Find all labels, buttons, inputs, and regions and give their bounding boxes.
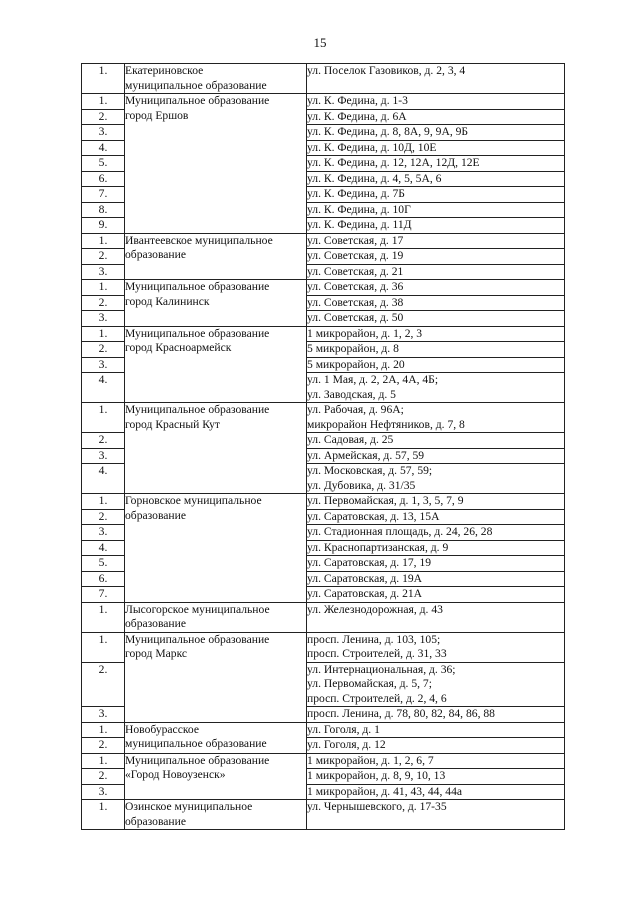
address-line: ул. Чернышевского, д. 17-35 xyxy=(307,800,447,813)
row-number: 1. xyxy=(82,326,125,342)
row-number: 3. xyxy=(82,357,125,373)
municipality-name-line: образование xyxy=(125,814,186,828)
address-line: ул. Заводская, д. 5 xyxy=(307,387,396,401)
address-line: ул. К. Федина, д. 6А xyxy=(307,109,407,123)
municipality-name-line: город Калининск xyxy=(125,294,210,308)
municipality-name-line: Муниципальное образование xyxy=(125,632,270,646)
address-line: ул. Советская, д. 36 xyxy=(307,280,404,293)
address-line: ул. Саратовская, д. 13, 15А xyxy=(307,509,440,523)
address-cell xyxy=(307,448,565,464)
address-line: ул. Саратовская, д. 17, 19 xyxy=(307,556,432,569)
row-number: 4. xyxy=(82,540,125,556)
row-number: 8. xyxy=(82,202,125,218)
municipality-cell xyxy=(125,64,307,94)
table-row xyxy=(82,403,565,433)
row-number: 2. xyxy=(82,109,125,125)
row-number: 2. xyxy=(82,342,125,358)
row-number: 9. xyxy=(82,218,125,234)
address-line: микрорайон Нефтяников, д. 7, 8 xyxy=(307,417,465,431)
municipality-name-line: муниципальное образование xyxy=(125,737,267,750)
table-row xyxy=(82,280,565,296)
row-number: 5. xyxy=(82,156,125,172)
address-cell xyxy=(307,602,565,632)
address-cell xyxy=(307,295,565,311)
row-number: 2. xyxy=(82,295,125,311)
municipality-cell xyxy=(125,94,307,234)
municipality-cell xyxy=(125,326,307,403)
address-line: ул. Краснопартизанская, д. 9 xyxy=(307,540,449,554)
address-line: ул. Первомайская, д. 5, 7; xyxy=(307,677,432,690)
address-cell xyxy=(307,326,565,342)
address-line: ул. Армейская, д. 57, 59 xyxy=(307,448,425,462)
municipality-name-line: город Ершов xyxy=(125,108,189,122)
address-cell xyxy=(307,571,565,587)
address-cell xyxy=(307,800,565,830)
address-cell xyxy=(307,433,565,449)
address-cell xyxy=(307,784,565,800)
row-number: 2. xyxy=(82,509,125,525)
address-line: ул. Советская, д. 19 xyxy=(307,249,404,262)
row-number: 3. xyxy=(82,448,125,464)
municipality-cell xyxy=(125,753,307,800)
address-cell xyxy=(307,753,565,769)
municipality-name-line: Муниципальное образование xyxy=(125,753,270,767)
row-number: 3. xyxy=(82,525,125,541)
address-cell xyxy=(307,202,565,218)
address-cell xyxy=(307,280,565,296)
municipality-name-line: Озинское муниципальное xyxy=(125,800,253,813)
row-number: 7. xyxy=(82,587,125,603)
municipality-cell xyxy=(125,632,307,722)
municipality-cell xyxy=(125,403,307,494)
address-line: ул. Поселок Газовиков, д. 2, 3, 4 xyxy=(307,64,466,77)
address-line: 1 микрорайон, д. 1, 2, 6, 7 xyxy=(307,753,434,767)
municipality-name-line: Ивантеевское муниципальное xyxy=(125,233,273,247)
addresses-table xyxy=(81,63,565,830)
address-cell xyxy=(307,218,565,234)
address-cell xyxy=(307,403,565,433)
address-line: просп. Строителей, д. 2, 4, 6 xyxy=(307,691,447,705)
table-row xyxy=(82,800,565,830)
address-line: ул. Советская, д. 21 xyxy=(307,264,404,278)
municipality-name-line: Лысогорское муниципальное xyxy=(125,602,270,616)
municipality-name-line: муниципальное образование xyxy=(125,78,267,92)
table-row xyxy=(82,632,565,662)
address-cell xyxy=(307,187,565,203)
row-number: 2. xyxy=(82,249,125,265)
municipality-cell xyxy=(125,280,307,327)
address-cell xyxy=(307,509,565,525)
address-cell xyxy=(307,109,565,125)
row-number: 6. xyxy=(82,171,125,187)
address-line: 1 микрорайон, д. 41, 43, 44, 44а xyxy=(307,784,463,798)
municipality-name-line: образование xyxy=(125,508,186,522)
municipality-name-line: город Красноармейск xyxy=(125,341,232,354)
table-row xyxy=(82,722,565,738)
table-row xyxy=(82,494,565,510)
row-number: 2. xyxy=(82,769,125,785)
row-number: 1. xyxy=(82,494,125,510)
row-number: 1. xyxy=(82,632,125,662)
address-line: ул. Садовая, д. 25 xyxy=(307,433,394,446)
address-cell xyxy=(307,233,565,249)
row-number: 1. xyxy=(82,602,125,632)
municipality-cell xyxy=(125,722,307,753)
row-number: 2. xyxy=(82,662,125,707)
row-number: 3. xyxy=(82,264,125,280)
address-cell xyxy=(307,587,565,603)
address-line: 5 микрорайон, д. 20 xyxy=(307,357,405,371)
address-cell xyxy=(307,540,565,556)
municipality-cell xyxy=(125,233,307,280)
address-cell xyxy=(307,707,565,723)
address-cell xyxy=(307,357,565,373)
municipality-cell xyxy=(125,494,307,603)
address-cell xyxy=(307,373,565,403)
row-number: 1. xyxy=(82,403,125,433)
table-row xyxy=(82,233,565,249)
address-line: ул. Интернациональная, д. 36; xyxy=(307,662,456,676)
table-row xyxy=(82,753,565,769)
address-line: ул. Дубовика, д. 31/35 xyxy=(307,478,416,492)
municipality-name-line: Горновское муниципальное xyxy=(125,494,262,507)
address-line: ул. К. Федина, д. 1-3 xyxy=(307,94,408,107)
row-number: 4. xyxy=(82,464,125,494)
address-cell xyxy=(307,556,565,572)
address-line: ул. Стадионная площадь, д. 24, 26, 28 xyxy=(307,525,493,538)
row-number: 1. xyxy=(82,64,125,94)
address-cell xyxy=(307,140,565,156)
row-number: 3. xyxy=(82,311,125,327)
table-row xyxy=(82,94,565,110)
municipality-name-line: Новобурасское xyxy=(125,722,199,736)
address-cell xyxy=(307,156,565,172)
address-line: ул. К. Федина, д. 8, 8А, 9, 9А, 9Б xyxy=(307,125,469,138)
address-line: 1 микрорайон, д. 8, 9, 10, 13 xyxy=(307,769,446,782)
address-cell xyxy=(307,632,565,662)
address-line: ул. К. Федина, д. 4, 5, 5А, 6 xyxy=(307,171,442,185)
municipality-name-line: город Красный Кут xyxy=(125,417,220,431)
municipality-name-line: «Город Новоузенск» xyxy=(125,768,226,781)
address-line: ул. К. Федина, д. 7Б xyxy=(307,187,405,200)
address-line: ул. Советская, д. 17 xyxy=(307,233,404,247)
address-line: ул. Первомайская, д. 1, 3, 5, 7, 9 xyxy=(307,494,464,507)
page-number: 15 xyxy=(313,35,327,50)
address-cell xyxy=(307,342,565,358)
address-line: ул. 1 Мая, д. 2, 2А, 4А, 4Б; xyxy=(307,373,439,386)
row-number: 1. xyxy=(82,800,125,830)
address-cell xyxy=(307,738,565,754)
address-cell xyxy=(307,662,565,707)
address-line: ул. Гоголя, д. 1 xyxy=(307,722,380,736)
row-number: 2. xyxy=(82,738,125,754)
address-cell xyxy=(307,525,565,541)
table-row xyxy=(82,602,565,632)
row-number: 5. xyxy=(82,556,125,572)
row-number: 1. xyxy=(82,722,125,738)
municipality-cell xyxy=(125,602,307,632)
row-number: 1. xyxy=(82,753,125,769)
address-cell xyxy=(307,464,565,494)
municipality-name-line: Муниципальное образование xyxy=(125,326,270,340)
row-number: 3. xyxy=(82,784,125,800)
address-cell xyxy=(307,264,565,280)
municipality-name-line: город Маркс xyxy=(125,647,188,660)
municipality-name-line: Екатериновское xyxy=(125,64,204,77)
address-line: просп. Ленина, д. 78, 80, 82, 84, 86, 88 xyxy=(307,707,495,720)
address-line: ул. Рабочая, д. 96А; xyxy=(307,403,404,416)
address-line: ул. Гоголя, д. 12 xyxy=(307,738,386,751)
address-line: ул. К. Федина, д. 10Д, 10Е xyxy=(307,140,437,154)
address-cell xyxy=(307,171,565,187)
address-line: ул. Советская, д. 38 xyxy=(307,295,404,309)
address-cell xyxy=(307,494,565,510)
address-line: ул. К. Федина, д. 10Г xyxy=(307,202,411,216)
address-line: ул. Советская, д. 50 xyxy=(307,311,404,324)
municipality-name-line: Муниципальное образование xyxy=(125,94,270,107)
municipality-name-line: образование xyxy=(125,617,186,630)
table-body xyxy=(82,64,565,830)
row-number: 3. xyxy=(82,125,125,141)
address-cell xyxy=(307,249,565,265)
table-row xyxy=(82,326,565,342)
municipality-name-line: Муниципальное образование xyxy=(125,280,270,293)
address-cell xyxy=(307,94,565,110)
row-number: 1. xyxy=(82,280,125,296)
address-cell xyxy=(307,722,565,738)
address-line: ул. Саратовская, д. 21А xyxy=(307,587,423,600)
row-number: 2. xyxy=(82,433,125,449)
address-cell xyxy=(307,125,565,141)
row-number: 3. xyxy=(82,707,125,723)
row-number: 4. xyxy=(82,140,125,156)
row-number: 1. xyxy=(82,94,125,110)
address-line: просп. Строителей, д. 31, 33 xyxy=(307,647,447,660)
address-line: ул. Железнодорожная, д. 43 xyxy=(307,602,443,616)
row-number: 6. xyxy=(82,571,125,587)
address-line: ул. Саратовская, д. 19А xyxy=(307,571,423,585)
table-row xyxy=(82,64,565,94)
row-number: 4. xyxy=(82,373,125,403)
address-line: ул. Московская, д. 57, 59; xyxy=(307,464,433,477)
row-number: 7. xyxy=(82,187,125,203)
address-line: просп. Ленина, д. 103, 105; xyxy=(307,632,441,646)
address-cell xyxy=(307,311,565,327)
address-line: 5 микрорайон, д. 8 xyxy=(307,342,399,355)
address-line: 1 микрорайон, д. 1, 2, 3 xyxy=(307,326,423,340)
address-line: ул. К. Федина, д. 12, 12А, 12Д, 12Е xyxy=(307,156,480,169)
address-line: ул. К. Федина, д. 11Д xyxy=(307,218,412,231)
row-number: 1. xyxy=(82,233,125,249)
municipality-name-line: образование xyxy=(125,248,186,261)
municipality-cell xyxy=(125,800,307,830)
address-cell xyxy=(307,64,565,94)
municipality-name-line: Муниципальное образование xyxy=(125,403,270,416)
address-cell xyxy=(307,769,565,785)
